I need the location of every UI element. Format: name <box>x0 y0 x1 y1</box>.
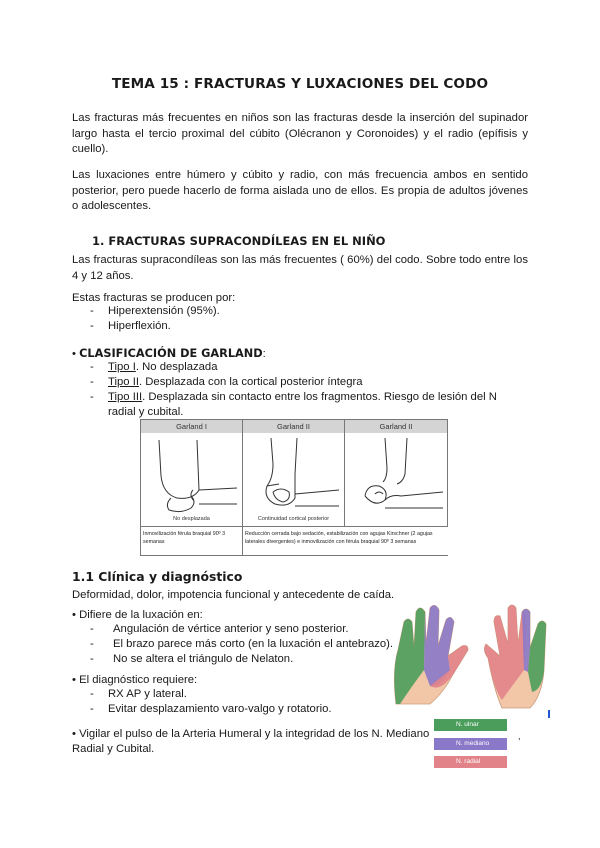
hand-innervation-illustration <box>390 600 556 718</box>
list-item-text: El brazo parece más corto (en la luxación el antebrazo). <box>113 638 394 650</box>
garland-heading: CLASIFICACIÓN DE GARLAND <box>79 347 263 360</box>
legend-radial: N. radial <box>434 756 507 768</box>
page-title: TEMA 15 : FRACTURAS Y LUXACIONES DEL CODO <box>111 76 489 92</box>
list-item-text: Hiperflexión. <box>108 320 171 332</box>
vigilar-line-1: • Vigilar el pulso de la Arteria Humeral y la integridad de los N. Mediano <box>72 728 430 740</box>
mechanisms-intro: Estas fracturas se producen por: <box>72 292 236 304</box>
garland-type-text: . No desplazada <box>135 361 218 373</box>
section-heading-clinica: 1.1 Clínica y diagnóstico <box>72 569 243 584</box>
elbow-xray-drawing <box>141 434 242 516</box>
clinica-paragraph: Deformidad, dolor, impotencia funcional y antecedente de caída. <box>72 589 395 601</box>
differs-intro: • Difiere de la luxación en: <box>72 609 203 621</box>
section-heading-supracondyleas: 1. FRACTURAS SUPRACONDÍLEAS EN EL NIÑO <box>92 234 386 248</box>
vigilar-line-2: Radial y Cubital. <box>72 743 155 755</box>
legend-ulnar: N. ulnar <box>434 719 507 731</box>
figure-panel-header: Garland II <box>243 420 344 433</box>
figure-panel-header: Garland I <box>141 420 242 433</box>
figure-panel <box>243 420 433 555</box>
diag-intro: • El diagnóstico requiere: <box>72 674 198 686</box>
garland-type-label: Tipo II <box>108 376 139 388</box>
elbow-xray-drawing <box>345 434 446 516</box>
garland-figure <box>140 419 448 556</box>
left-hand-drawing <box>394 605 468 704</box>
list-item-text: Angulación de vértice anterior y seno posterior. <box>113 623 349 635</box>
intro-paragraph-1: Las fracturas más frecuentes en niños son las fracturas desde la inserción del supinador largo hasta el tercio proximal del cúbito (Olécranon y Coronoides) y el radio (epífisis y cuello). <box>72 112 528 155</box>
legend-mediano: N. mediano <box>434 738 507 750</box>
elbow-xray-drawing <box>243 434 344 516</box>
figure-panel-caption: Continuidad cortical posterior <box>257 516 330 522</box>
figure-panel-caption: No desplazada <box>173 516 210 522</box>
bullet: • <box>72 348 76 360</box>
intro-paragraph-2: Las luxaciones entre húmero y cúbito y radio, con más frecuencia ambos en sentido posterior, pero puede hacerlo de forma aislada uno de ellos. Es propia de adultos jóvenes o adolescentes. <box>72 169 528 212</box>
list-item-text: RX AP y lateral. <box>108 688 187 700</box>
figure-panel-footer: Inmovilización férula braquial 90º 3 semanas <box>141 526 242 555</box>
garland-colon: : <box>262 348 266 360</box>
garland-type-label: Tipo I <box>108 361 136 373</box>
figure-panel-footer: Reducción cerrada bajo sedación, estabilización con agujas Kirschner (2 agujas laterales divergentes) e inmovilización con férula braquial 90º 3 semanas <box>243 526 448 555</box>
section1-paragraph: Las fracturas supracondíleas son las más frecuentes ( 60%) del codo. Sobre todo entre los 4 y 12 años. <box>72 254 528 282</box>
garland-type-text-continued: radial y cubital. <box>108 406 184 418</box>
garland-heading-line <box>72 346 266 362</box>
right-hand-drawing <box>484 605 549 718</box>
figure-panel <box>141 420 243 555</box>
stray-comma: , <box>518 731 521 741</box>
list-item-text: Hiperextensión (95%). <box>108 305 220 317</box>
list-item-text: No se altera el triángulo de Nelaton. <box>113 653 294 665</box>
list-item-text: Evitar desplazamiento varo-valgo y rotatorio. <box>108 703 332 715</box>
figure-panel-header: Garland II <box>345 420 447 433</box>
garland-type-label: Tipo III <box>108 391 143 403</box>
garland-type-text: . Desplazada sin contacto entre los fragmentos. Riesgo de lesión del N <box>142 391 497 403</box>
garland-type-text: . Desplazada con la cortical posterior íntegra <box>138 376 363 388</box>
